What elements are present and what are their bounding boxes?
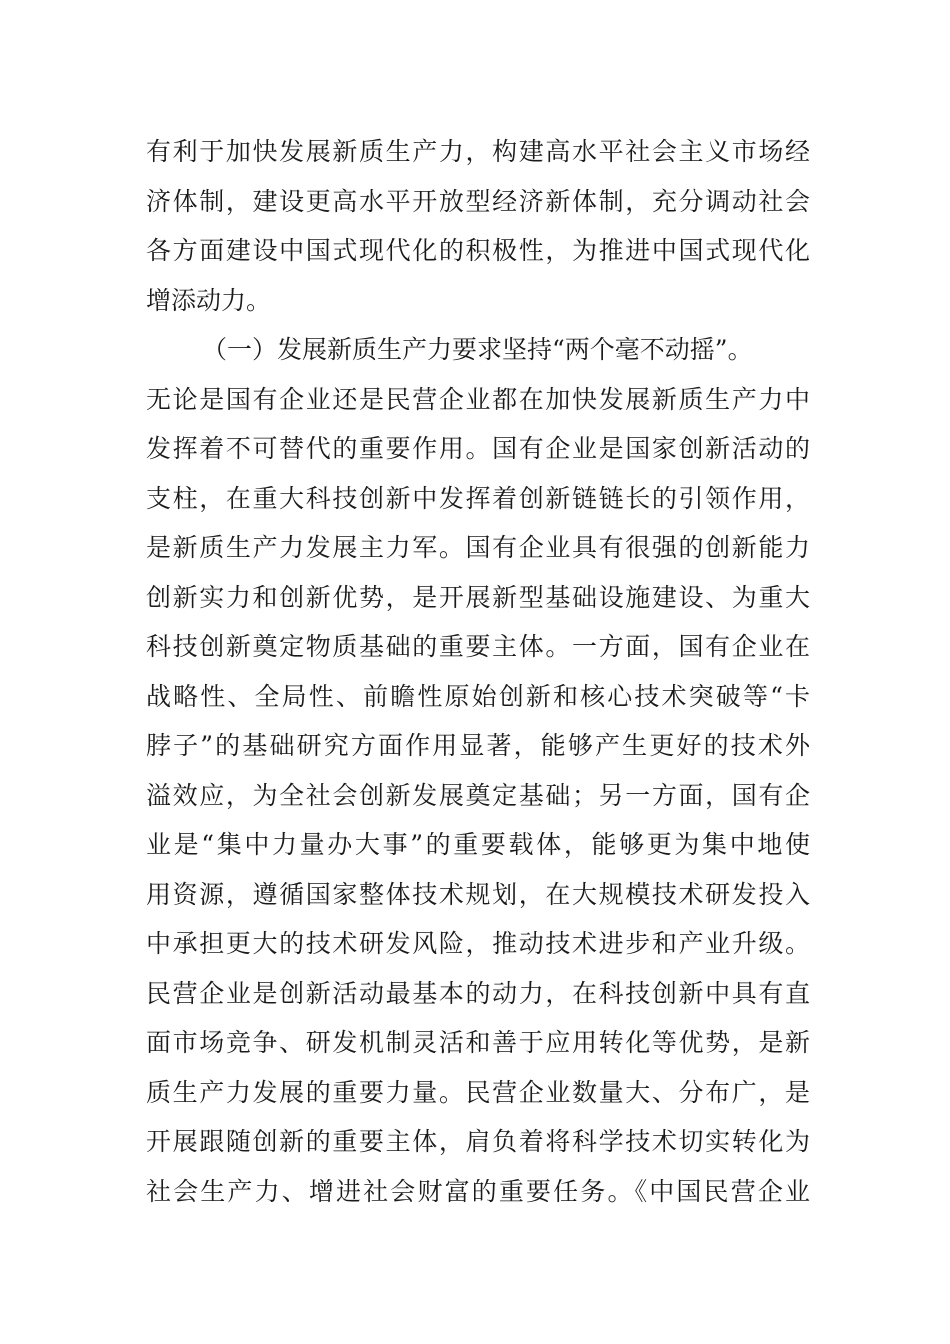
text-line: 社会生产力、增进社会财富的重要任务。《中国民营企业 <box>146 1176 810 1206</box>
body-text <box>146 127 810 1216</box>
text-line: 各方面建设中国式现代化的积极性，为推进中国式现代化 <box>146 236 810 265</box>
text-line: 创新实力和创新优势，是开展新型基础设施建设、为重大 <box>146 582 810 612</box>
text-line: 有利于加快发展新质生产力，构建高水平社会主义市场经 <box>146 137 810 166</box>
text-line: 业是“集中力量办大事”的重要载体，能够更为集中地使 <box>146 830 810 859</box>
text-line: 用资源，遵循国家整体技术规划，在大规模技术研发投入 <box>146 879 810 909</box>
text-line: 济体制，建设更高水平开放型经济新体制，充分调动社会 <box>146 186 810 216</box>
text-line: 开展跟随创新的重要主体，肩负着将科学技术切实转化为 <box>146 1127 810 1156</box>
text-line: 脖子”的基础研究方面作用显著，能够产生更好的技术外 <box>146 731 810 760</box>
text-line: 增添动力。 <box>146 285 272 315</box>
text-line: 战略性、全局性、前瞻性原始创新和核心技术突破等“卡 <box>146 681 810 711</box>
section-heading-line: （一）发展新质生产力要求坚持“两个毫不动摇”。 <box>202 335 753 364</box>
text-line: 中承担更大的技术研发风险，推动技术进步和产业升级。 <box>146 929 810 958</box>
text-line: 民营企业是创新活动最基本的动力，在科技创新中具有直 <box>146 978 810 1008</box>
text-line: 是新质生产力发展主力军。国有企业具有很强的创新能力 <box>146 533 810 562</box>
text-line: 无论是国有企业还是民营企业都在加快发展新质生产力中 <box>146 384 810 414</box>
text-line: 面市场竞争、研发机制灵活和善于应用转化等优势，是新 <box>146 1028 810 1057</box>
text-line: 溢效应，为全社会创新发展奠定基础；另一方面，国有企 <box>146 780 810 810</box>
text-line: 发挥着不可替代的重要作用。国有企业是国家创新活动的 <box>146 434 810 463</box>
text-line: 科技创新奠定物质基础的重要主体。一方面，国有企业在 <box>146 632 810 661</box>
text-line: 质生产力发展的重要力量。民营企业数量大、分布广，是 <box>146 1077 810 1107</box>
text-line: 支柱，在重大科技创新中发挥着创新链链长的引领作用， <box>146 483 810 513</box>
